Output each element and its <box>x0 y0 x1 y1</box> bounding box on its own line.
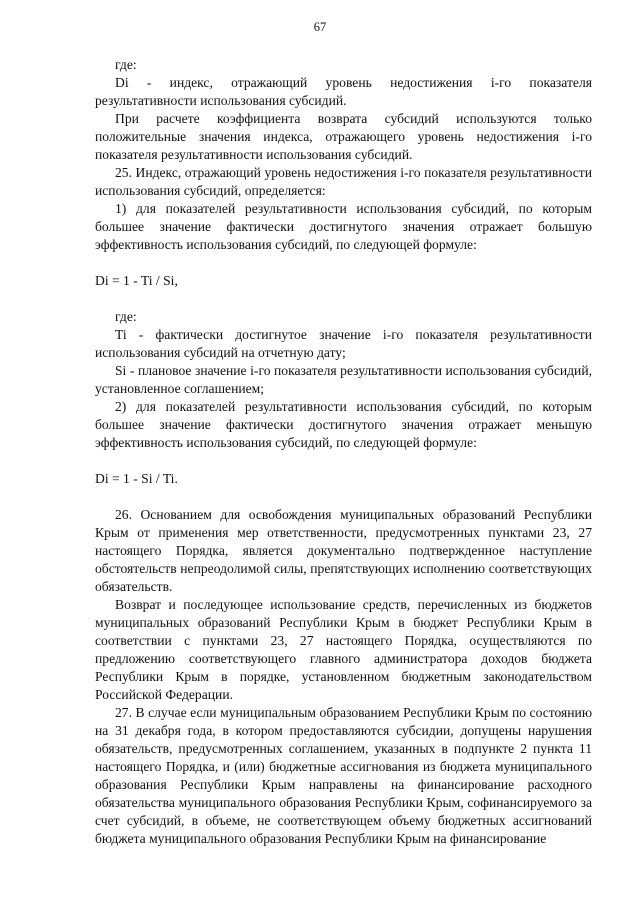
paragraph-where-2: где: <box>115 309 137 324</box>
formula-1: Di = 1 - Ti / Si, <box>95 273 178 288</box>
page-number: 67 <box>313 20 327 34</box>
paragraph-item-25: 25. Индекс, отражающий уровень недостижения i-го показателя результативности использования субсидий, определяется: <box>95 165 592 198</box>
paragraph-di-definition: Di - индекс, отражающий уровень недостижения i-го показателя результативности использования субсидий. <box>95 75 592 108</box>
paragraph-item-25-2: 2) для показателей результативности использования субсидий, по которым большее значение фактически достигнутого значения отражает меньшую эффективность использования субсидий, по следующей формуле: <box>95 399 592 450</box>
paragraph-item-26: 26. Основанием для освобождения муниципальных образований Республики Крым от применения мер ответственности, предусмотренных пунктами 23, 27 настоящего Порядка, является документально подтвержденное наступление обстоятельств непреодолимой силы, препятствующих исполнению соответствующих обязательств. <box>95 507 592 594</box>
formula-2: Di = 1 - Si / Ti. <box>95 471 178 486</box>
paragraph-ti-definition: Ti - фактически достигнутое значение i-го показателя результативности использования субсидий на отчетную дату; <box>95 327 592 360</box>
paragraph-where-1: где: <box>115 57 137 72</box>
paragraph-item-25-1: 1) для показателей результативности использования субсидий, по которым большее значение фактически достигнутого значения отражает большую эффективность использования субсидий, по следующей формуле: <box>95 201 592 252</box>
paragraph-positive-values: При расчете коэффициента возврата субсидий используются только положительные значения индекса, отражающего уровень недостижения i-го показателя результативности использования субсидий. <box>95 111 592 162</box>
document-body <box>95 56 592 848</box>
paragraph-refund: Возврат и последующее использование средств, перечисленных из бюджетов муниципальных образований Республики Крым в бюджет Республики Крым в соответствии с пунктами 23, 27 настоящего Порядка, осуществляются по предложению соответствующего главного администратора доходов бюджета Республики Крым в порядке, установленном бюджетным законодательством Российской Федерации. <box>95 597 592 702</box>
paragraph-item-27: 27. В случае если муниципальным образованием Республики Крым по состоянию на 31 декабря года, в котором предоставляются субсидии, допущены нарушения обязательств, предусмотренных соглашением, указанных в подпункте 2 пункта 11 настоящего Порядка, и (или) бюджетные ассигнования из бюджета муниципального образования Республики Крым направлены на финансирование расходного обязательства муниципального образования Республики Крым, софинансируемого за счет субсидий, в объеме, не соответствующем объему бюджетных ассигнований бюджета муниципального образования Республики Крым на финансирование <box>95 705 592 846</box>
paragraph-si-definition: Si - плановое значение i-го показателя результативности использования субсидий, установленное соглашением; <box>95 363 592 396</box>
